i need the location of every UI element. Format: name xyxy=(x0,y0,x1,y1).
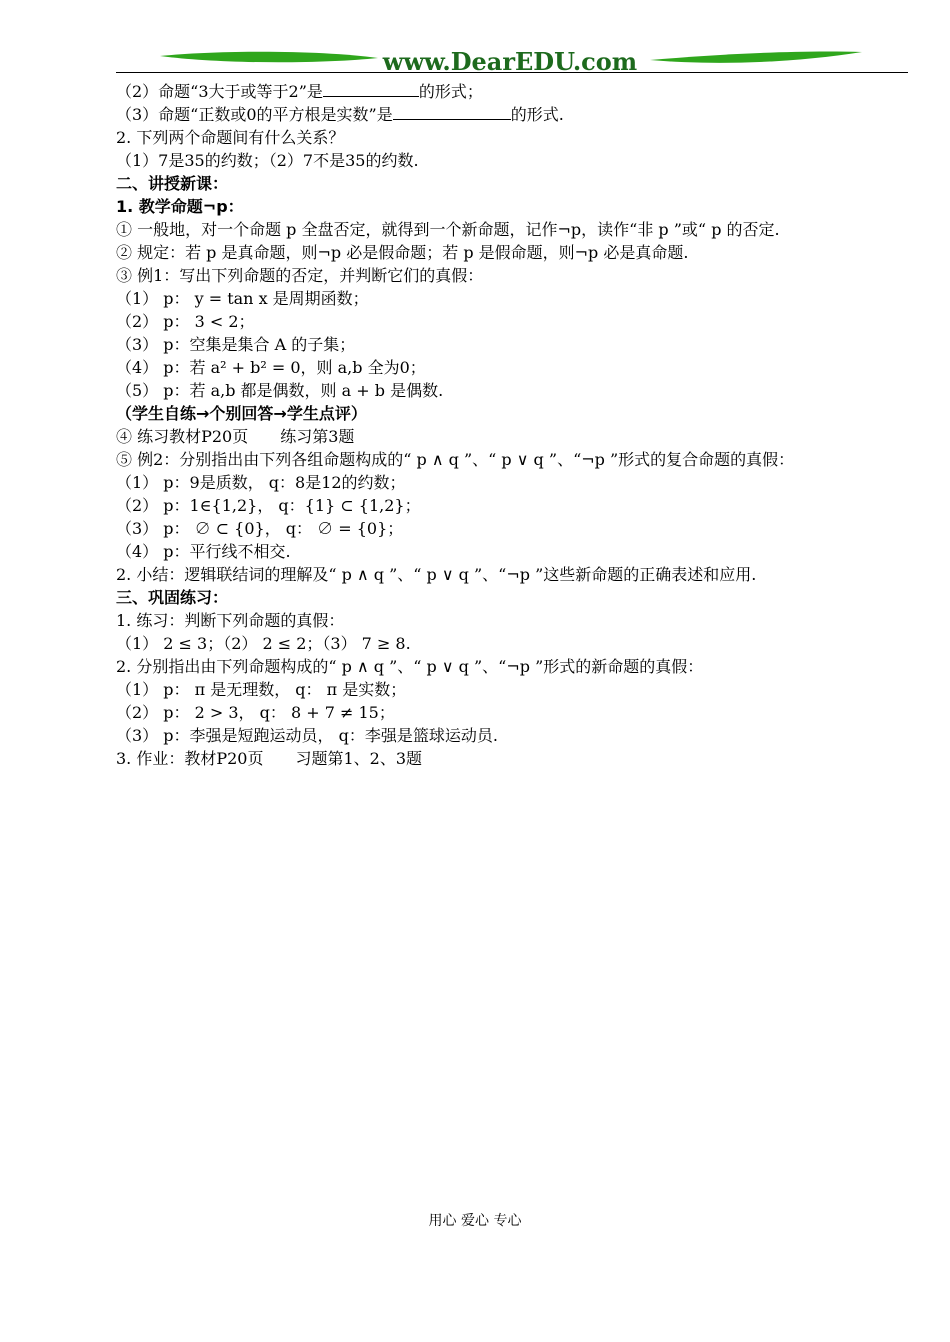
line-text: （4） p：平行线不相交. xyxy=(116,542,291,561)
line-text: 三、巩固练习： xyxy=(116,588,229,607)
line-text: （4） p：若 a² + b² = 0，则 a,b 全为0； xyxy=(116,358,426,377)
text-line xyxy=(116,540,911,563)
text-line xyxy=(116,126,911,149)
line-text: 3. 作业：教材P20页 习题第1、2、3题 xyxy=(116,749,423,768)
line-text: （3） p：空集是集合 A 的子集； xyxy=(116,335,356,354)
line-text: （3） p： ∅ ⊂ {0}， q： ∅ = {0}； xyxy=(116,519,404,538)
text-line xyxy=(116,310,911,333)
line-text: （1） p： π 是无理数， q： π 是实数； xyxy=(116,680,407,699)
text-line xyxy=(116,517,911,540)
line-text: ③ 例1：写出下列命题的否定，并判断它们的真假： xyxy=(116,266,484,285)
text-line xyxy=(116,103,911,126)
text-line xyxy=(116,701,911,724)
line-text: （2） p： 2 > 3， q： 8 + 7 ≠ 15； xyxy=(116,703,395,722)
line-text: （1） p： y = tan x 是周期函数； xyxy=(116,289,369,308)
line-text: （1） p：9是质数， q：8是12的约数； xyxy=(116,473,406,492)
line-text: ⑤ 例2：分别指出由下列各组命题构成的“ p ∧ q ”、“ p ∨ q ”、“¬p ”形式的复合命题的真假： xyxy=(116,450,795,469)
text-line xyxy=(116,471,911,494)
line-text: ② 规定：若 p 是真命题，则¬p 必是假命题；若 p 是假命题，则¬p 必是真命题. xyxy=(116,243,689,262)
line-text: 2. 分别指出由下列命题构成的“ p ∧ q ”、“ p ∨ q ”、“¬p ”形式的新命题的真假： xyxy=(116,657,704,676)
line-text: 1. 教学命题¬p： xyxy=(116,197,244,216)
line-text: （1） 2 ≤ 3；（2） 2 ≤ 2；（3） 7 ≥ 8. xyxy=(116,634,411,653)
text-line xyxy=(116,494,911,517)
right-swoosh xyxy=(650,51,862,62)
section-heading xyxy=(116,195,911,218)
line-text-after: 的形式； xyxy=(418,82,483,101)
fill-in-blank xyxy=(323,80,419,97)
text-line xyxy=(116,563,911,586)
line-text: （学生自练→个别回答→学生点评） xyxy=(116,404,367,423)
header-rule xyxy=(116,72,908,73)
section-heading xyxy=(116,586,911,609)
line-text: 二、讲授新课： xyxy=(116,174,229,193)
line-text: （3） p：李强是短跑运动员， q：李强是篮球运动员. xyxy=(116,726,498,745)
text-line xyxy=(116,747,911,770)
dearedu-logo xyxy=(0,0,950,80)
line-text-after: 的形式. xyxy=(510,105,564,124)
text-line xyxy=(116,218,911,241)
line-text: 2. 小结：逻辑联结词的理解及“ p ∧ q ”、“ p ∨ q ”、“¬p ”这些新命题的正确表述和应用. xyxy=(116,565,757,584)
text-line xyxy=(116,632,911,655)
text-line xyxy=(116,609,911,632)
text-line xyxy=(116,448,911,471)
lesson-content xyxy=(116,80,911,770)
line-text: ① 一般地，对一个命题 p 全盘否定，就得到一个新命题，记作¬p，读作“非 p ”或“ p 的否定. xyxy=(116,220,780,239)
text-line xyxy=(116,287,911,310)
text-line xyxy=(116,425,911,448)
text-line xyxy=(116,80,911,103)
line-text: （2）命题“3大于或等于2”是 xyxy=(116,82,323,101)
line-text: （5） p：若 a,b 都是偶数，则 a + b 是偶数. xyxy=(116,381,444,400)
page-header xyxy=(0,0,950,80)
line-text: （1）7是35的约数；（2）7不是35的约数. xyxy=(116,151,419,170)
line-text: 2. 下列两个命题间有什么关系？ xyxy=(116,128,345,147)
section-heading xyxy=(116,402,911,425)
text-line xyxy=(116,333,911,356)
line-text: （2） p： 3 < 2； xyxy=(116,312,255,331)
line-text: ④ 练习教材P20页 练习第3题 xyxy=(116,427,355,446)
text-line xyxy=(116,264,911,287)
page-footer: 用心 爱心 专心 xyxy=(428,1213,522,1229)
text-line xyxy=(116,356,911,379)
line-text: （2） p：1∈{1,2}， q：{1} ⊂ {1,2}； xyxy=(116,496,421,515)
text-line xyxy=(116,241,911,264)
fill-in-blank xyxy=(393,103,511,120)
section-heading xyxy=(116,172,911,195)
line-text: （3）命题“正数或0的平方根是实数”是 xyxy=(116,105,393,124)
text-line xyxy=(116,678,911,701)
left-swoosh xyxy=(160,52,378,63)
line-text: 1. 练习：判断下列命题的真假： xyxy=(116,611,345,630)
text-line xyxy=(116,379,911,402)
text-line xyxy=(116,149,911,172)
site-logo-text: www.DearEDU.com xyxy=(382,47,638,76)
text-line xyxy=(116,724,911,747)
text-line xyxy=(116,655,911,678)
